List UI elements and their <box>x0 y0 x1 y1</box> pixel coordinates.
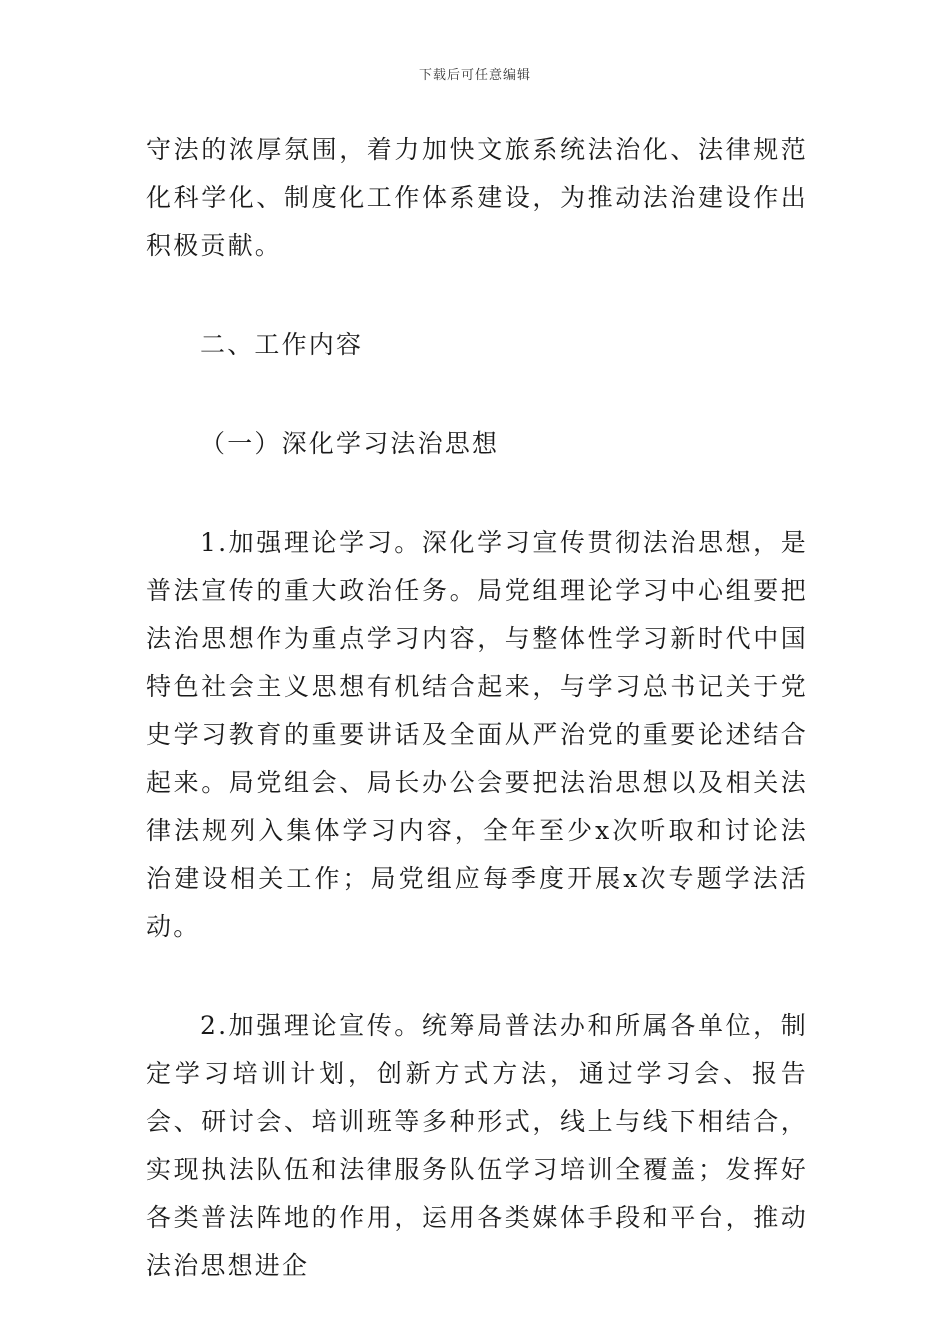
subsection-heading: （一）深化学习法治思想 <box>200 429 500 458</box>
paragraph-continuation: 守法的浓厚氛围，着力加快文旅系统法治化、法律规范化科学化、制度化工作体系建设，为推动法治建设作出积极贡献。 <box>146 135 808 260</box>
paragraph-theory-study: 1.加强理论学习。深化学习宣传贯彻法治思想，是普法宣传的重大政治任务。局党组理论学习中心组要把法治思想作为重点学习内容，与整体性学习新时代中国特色社会主义思想有机结合起来，与学习总书记关于党史学习教育的重要讲话及全面从严治党的重要论述结合起来。局党组会、局长办公会要把法治思想以及相关法律法规列入集体学习内容，全年至少x次听取和讨论法治建设相关工作；局党组应每季度开展x次专题学法活动。 <box>146 528 808 941</box>
page-header: 下载后可任意编辑 <box>418 68 531 83</box>
paragraph-theory-publicity: 2.加强理论宣传。统筹局普法办和所属各单位，制定学习培训计划，创新方式方法，通过学习会、报告会、研讨会、培训班等多种形式，线上与线下相结合，实现执法队伍和法律服务队伍学习培训全覆盖；发挥好各类普法阵地的作用，运用各类媒体手段和平台，推动法治思想进企 <box>146 1011 808 1280</box>
section-heading: 二、工作内容 <box>200 330 364 359</box>
document-body <box>146 126 808 1290</box>
